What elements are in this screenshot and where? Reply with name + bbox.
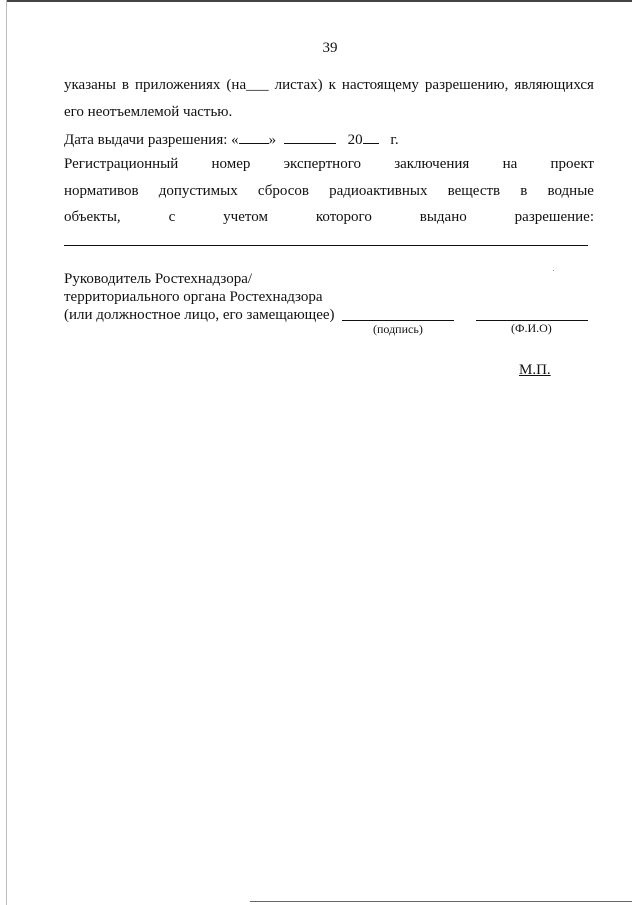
word: приложениях [134, 77, 221, 93]
paragraph-2-line-3 [64, 208, 594, 226]
day-blank[interactable] [239, 130, 269, 144]
word: (на___ [226, 77, 269, 93]
paragraph-1-line-1 [64, 76, 594, 94]
page-left-edge [6, 0, 7, 905]
close-quote: » [268, 132, 277, 148]
page-top-edge [6, 0, 632, 2]
word: радиоактивных [329, 183, 428, 199]
word: указаны [64, 77, 116, 93]
year-blank[interactable] [363, 130, 379, 144]
year-suffix: г. [390, 132, 399, 148]
word: с [168, 209, 176, 225]
word: номер [211, 156, 251, 172]
issue-date-label: Дата выдачи разрешения: [64, 132, 228, 148]
word: разрешение: [514, 209, 594, 225]
word: выдано [419, 209, 467, 225]
signatory-title-line-3: (или должностное лицо, его замещающее) [64, 307, 335, 323]
word: на [502, 156, 518, 172]
signatory-title-line-2: территориального органа Ростехнадзора [64, 289, 323, 305]
page-number: 39 [322, 40, 338, 56]
year-prefix: 20 [347, 132, 363, 148]
paragraph-1-line-2: его неотъемлемой частью. [64, 104, 233, 120]
word: настоящему [341, 77, 419, 93]
month-blank[interactable] [284, 130, 336, 144]
word: веществ [447, 183, 501, 199]
scan-speck [553, 270, 554, 271]
signature-blank[interactable] [342, 320, 454, 321]
word: листах) [274, 77, 323, 93]
page-bottom-edge [250, 901, 632, 902]
signatory-title-line-1: Руководитель Ростехнадзора/ [64, 271, 253, 287]
word: водные [547, 183, 594, 199]
stamp-place-label: М.П. [519, 362, 551, 378]
paragraph-2-line-1 [64, 155, 594, 173]
open-quote: « [231, 132, 239, 148]
word: в [121, 77, 129, 93]
word: учетом [223, 209, 268, 225]
word: являющихся [514, 77, 594, 93]
word: проект [550, 156, 594, 172]
word: нормативов [64, 183, 139, 199]
word: к [328, 77, 336, 93]
word: разрешению, [424, 77, 509, 93]
word: в [520, 183, 528, 199]
issue-date-line [64, 130, 594, 149]
expert-conclusion-number-blank[interactable] [64, 245, 588, 246]
word: допустимых [158, 183, 238, 199]
signature-caption: (подпись) [373, 322, 423, 336]
word: сбросов [257, 183, 309, 199]
paragraph-2-line-2 [64, 182, 594, 200]
word: объекты, [64, 209, 121, 225]
word: Регистрационный [64, 156, 179, 172]
full-name-caption: (Ф.И.О) [511, 321, 552, 335]
word: заключения [394, 156, 470, 172]
word: которого [315, 209, 372, 225]
word: экспертного [283, 156, 361, 172]
